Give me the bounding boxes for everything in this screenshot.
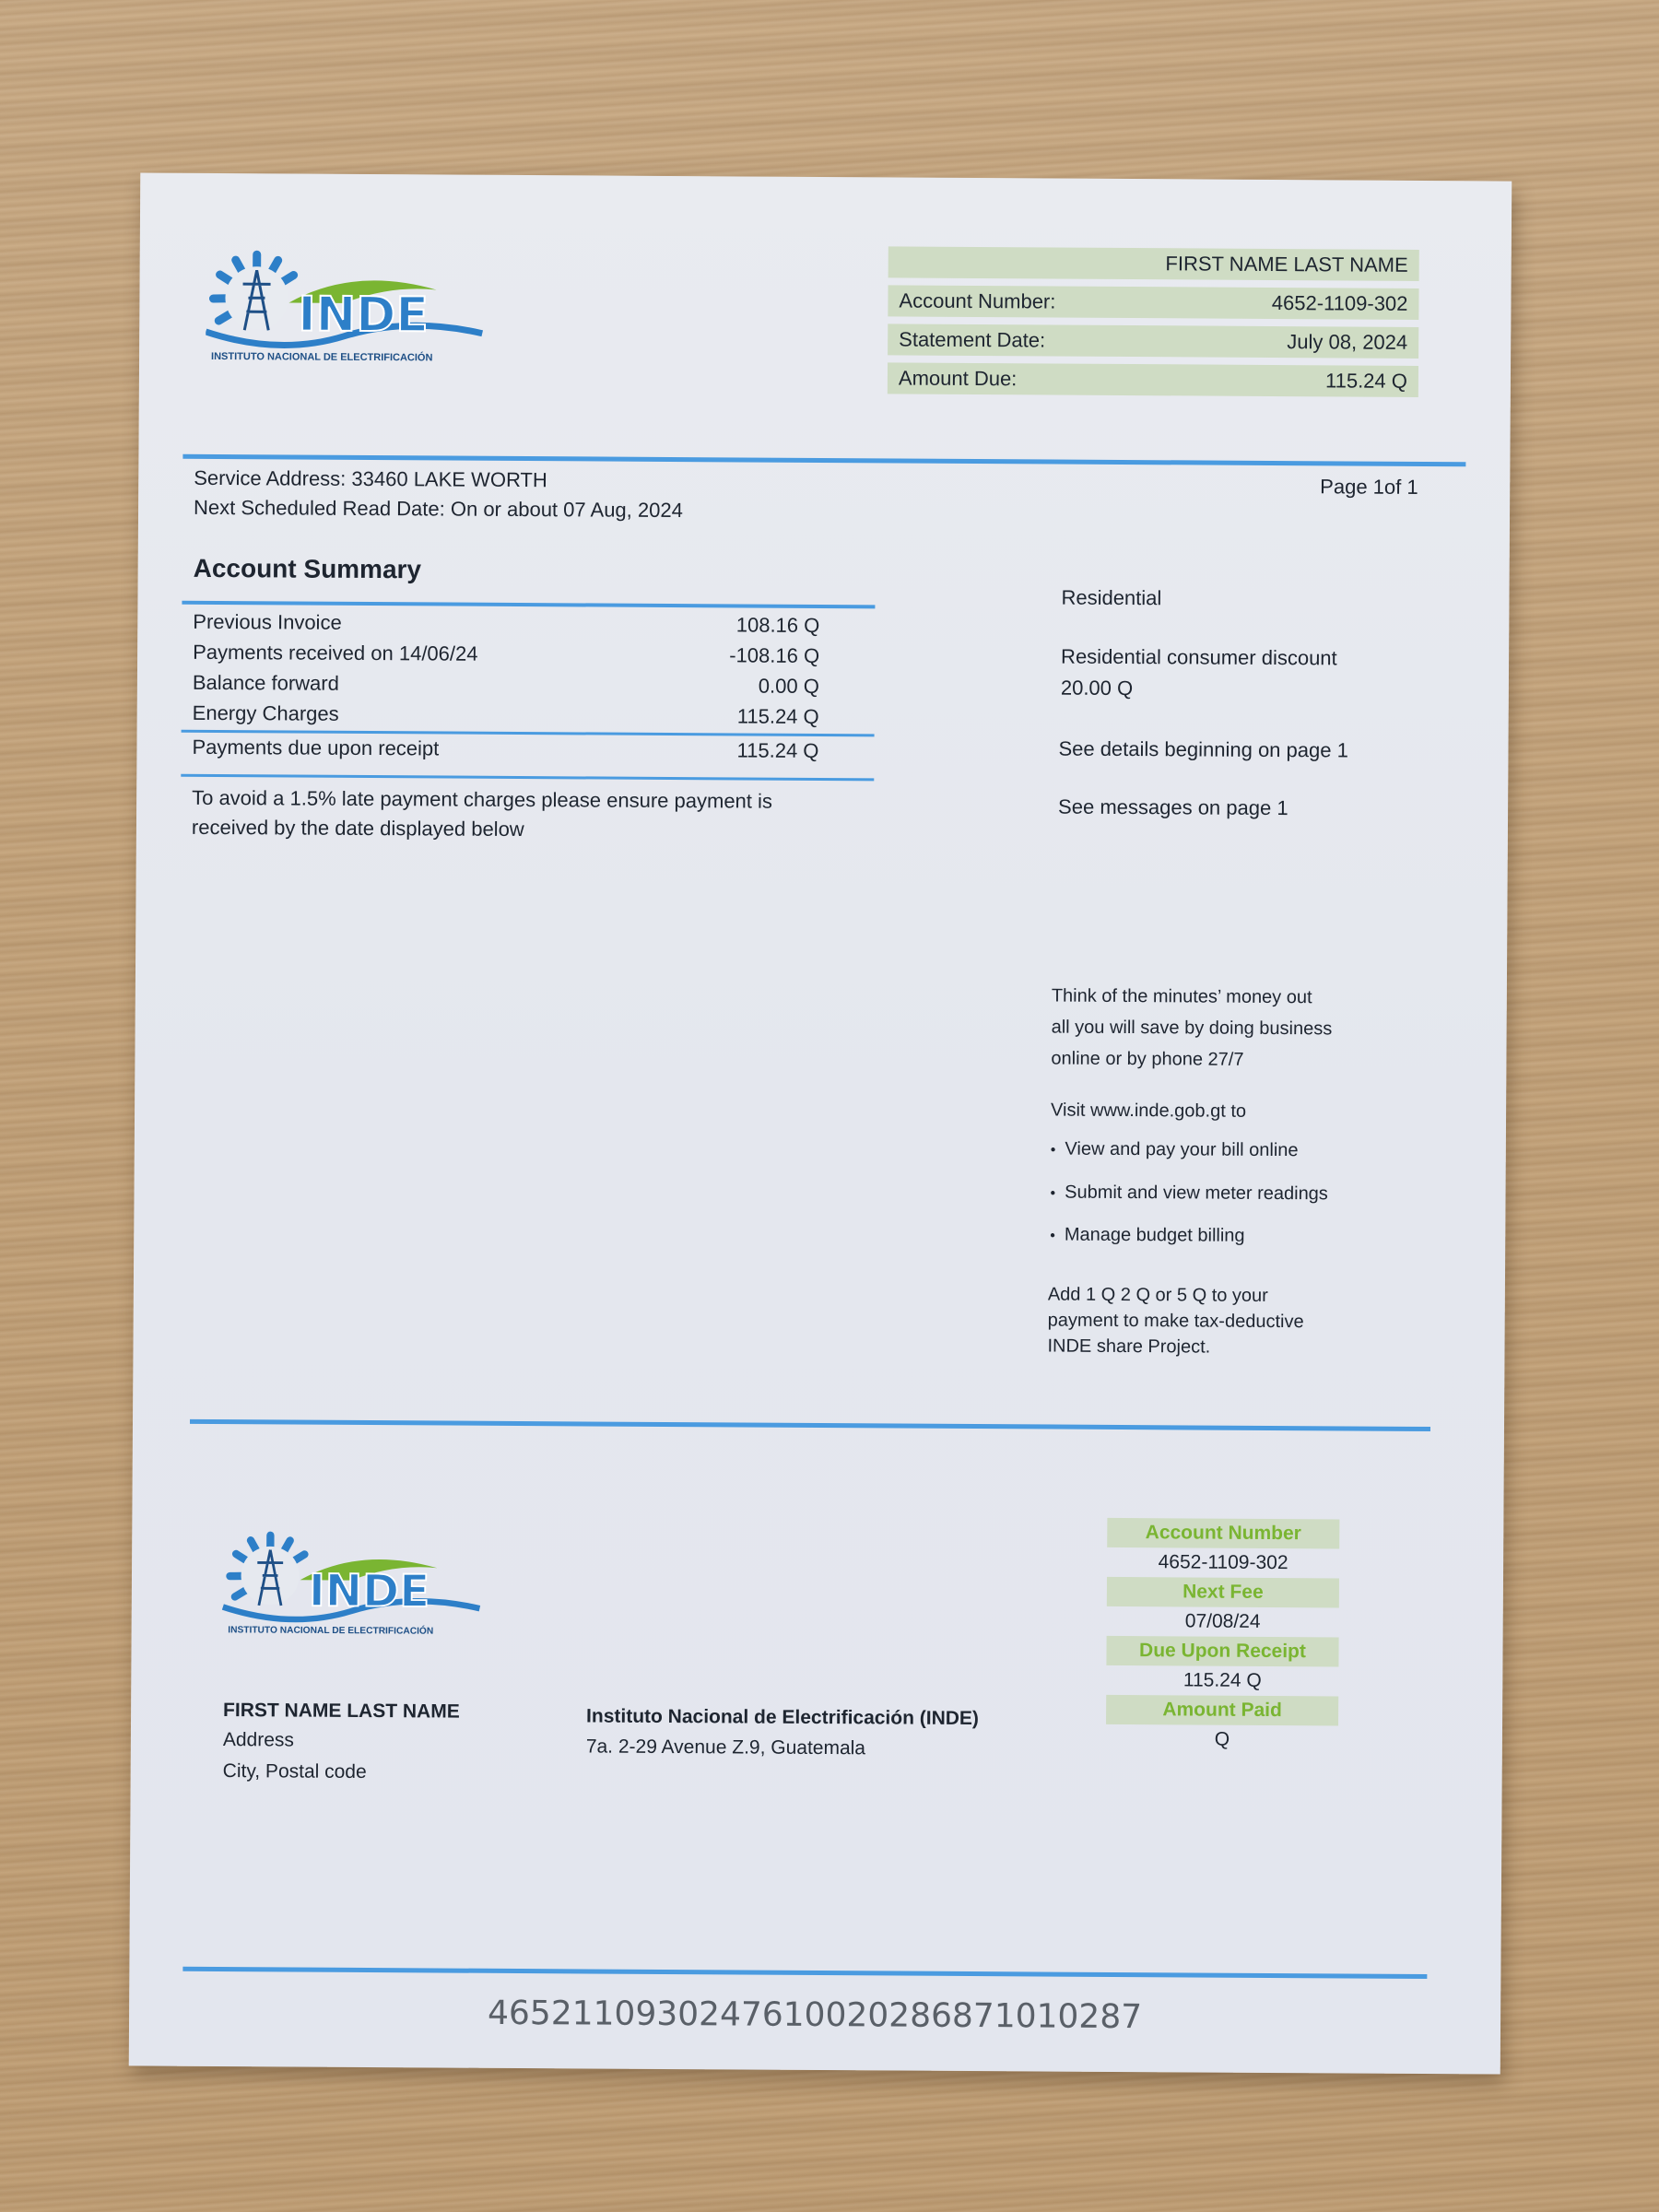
statement-date-value: July 08, 2024	[1287, 330, 1408, 354]
bullet-view-pay: • View and pay your bill online	[1051, 1139, 1299, 1162]
stub-customer-address: Address	[222, 1729, 295, 1751]
statement-date-label: Statement Date:	[899, 327, 1046, 352]
account-number-row	[888, 285, 1418, 320]
summary-label: Payments received on 14/06/24	[193, 640, 478, 665]
account-number-value: 4652-1109-302	[1271, 290, 1408, 315]
stub-amount-paid-label: Amount Paid	[1106, 1695, 1338, 1726]
residential-label: Residential	[1061, 585, 1162, 610]
discount-label: Residential consumer discount	[1061, 644, 1337, 670]
inde-logo-stub	[222, 1528, 490, 1650]
stub-divider	[190, 1419, 1430, 1431]
barcode-number: 46521109302476100202868710102​87	[487, 1994, 1143, 2037]
summary-value: 0.00 Q	[758, 674, 819, 698]
bullet-budget-billing: • Manage budget billing	[1050, 1225, 1244, 1247]
stub-due-label: Due Upon Receipt	[1106, 1636, 1338, 1667]
stub-next-fee-value: 07/08/24	[1184, 1610, 1261, 1632]
stub-due-value: 115.24 Q	[1182, 1669, 1262, 1691]
barcode-divider	[182, 1967, 1427, 1979]
stub-account-number-value: 4652-1109-302	[1158, 1551, 1288, 1574]
late-payment-note-line2: received by the date displayed below	[191, 815, 524, 841]
stub-customer-city: City, Postal code	[222, 1760, 367, 1783]
summary-row-previous-invoice	[193, 610, 829, 644]
stub-customer-name: FIRST NAME LAST NAME	[223, 1700, 460, 1723]
payment-stub-box	[1106, 1518, 1340, 1756]
donate-line-3: INDE share Project.	[1047, 1335, 1211, 1358]
account-info-box	[888, 246, 1419, 405]
summary-row-balance-forward	[193, 671, 829, 705]
account-summary-title: Account Summary	[193, 553, 422, 584]
visit-website-text: Visit www.inde.gob.gt to	[1051, 1100, 1247, 1122]
summary-row-payments-received	[193, 641, 829, 675]
stub-logo-subtitle: INSTITUTO NACIONAL DE ELECTRIFICACIÓN	[228, 1625, 434, 1637]
statement-date-row	[888, 324, 1418, 359]
promo-line-2: all you will save by doing business	[1051, 1017, 1333, 1040]
summary-label: Energy Charges	[192, 700, 339, 725]
logo-wordmark: INDE	[298, 287, 429, 344]
page-number: Page 1of 1	[1320, 475, 1418, 499]
service-address: Service Address: 33460 LAKE WORTH	[194, 465, 547, 492]
stub-amount-paid-value: Q	[1214, 1728, 1230, 1750]
account-number-label: Account Number:	[899, 288, 1056, 313]
discount-value: 20.00 Q	[1060, 676, 1134, 700]
next-read-date: Next Scheduled Read Date: On or about 07 Aug, 2024	[193, 495, 683, 523]
late-payment-note-line1: To avoid a 1.5% late payment charges please ensure payment is	[192, 785, 773, 813]
summary-value: 115.24 Q	[736, 704, 819, 728]
summary-row-total	[192, 735, 828, 770]
logo-subtitle: INSTITUTO NACIONAL DE ELECTRIFICACIÓN	[211, 350, 433, 364]
amount-due-row	[888, 362, 1418, 397]
donate-line-2: payment to make tax-deductive	[1047, 1310, 1304, 1333]
summary-label: Previous Invoice	[193, 609, 342, 634]
summary-value: -108.16 Q	[729, 643, 820, 667]
summary-label: Balance forward	[192, 670, 339, 695]
stub-company-name: Instituto Nacional de Electrificación (INDE)	[585, 1705, 980, 1730]
bullet-meter-readings: • Submit and view meter readings	[1050, 1182, 1327, 1206]
bill-paper	[129, 172, 1512, 2074]
amount-due-label: Amount Due:	[898, 366, 1018, 391]
customer-name-row	[888, 246, 1419, 281]
promo-line-1: Think of the minutes’ money out	[1051, 985, 1312, 1008]
header-divider	[182, 454, 1465, 467]
summary-total-value: 115.24 Q	[736, 738, 819, 762]
stub-next-fee-label: Next Fee	[1107, 1577, 1339, 1608]
stub-logo-wordmark: INDE	[308, 1565, 430, 1618]
stub-company-address: 7a. 2-29 Avenue Z.9, Guatemala	[585, 1735, 866, 1759]
inde-logo	[206, 247, 492, 378]
customer-name: FIRST NAME LAST NAME	[1165, 252, 1408, 276]
summary-bottom-rule	[181, 774, 874, 782]
amount-due-value: 115.24 Q	[1324, 369, 1408, 393]
summary-top-rule	[182, 601, 875, 609]
see-details-text: See details beginning on page 1	[1058, 736, 1348, 762]
summary-value: 108.16 Q	[735, 613, 820, 637]
summary-total-label: Payments due upon receipt	[192, 735, 440, 760]
stub-account-number-label: Account Number	[1107, 1518, 1339, 1549]
promo-line-3: online or by phone 27/7	[1051, 1048, 1244, 1070]
see-messages-text: See messages on page 1	[1058, 794, 1288, 820]
donate-line-1: Add 1 Q 2 Q or 5 Q to your	[1047, 1284, 1268, 1306]
